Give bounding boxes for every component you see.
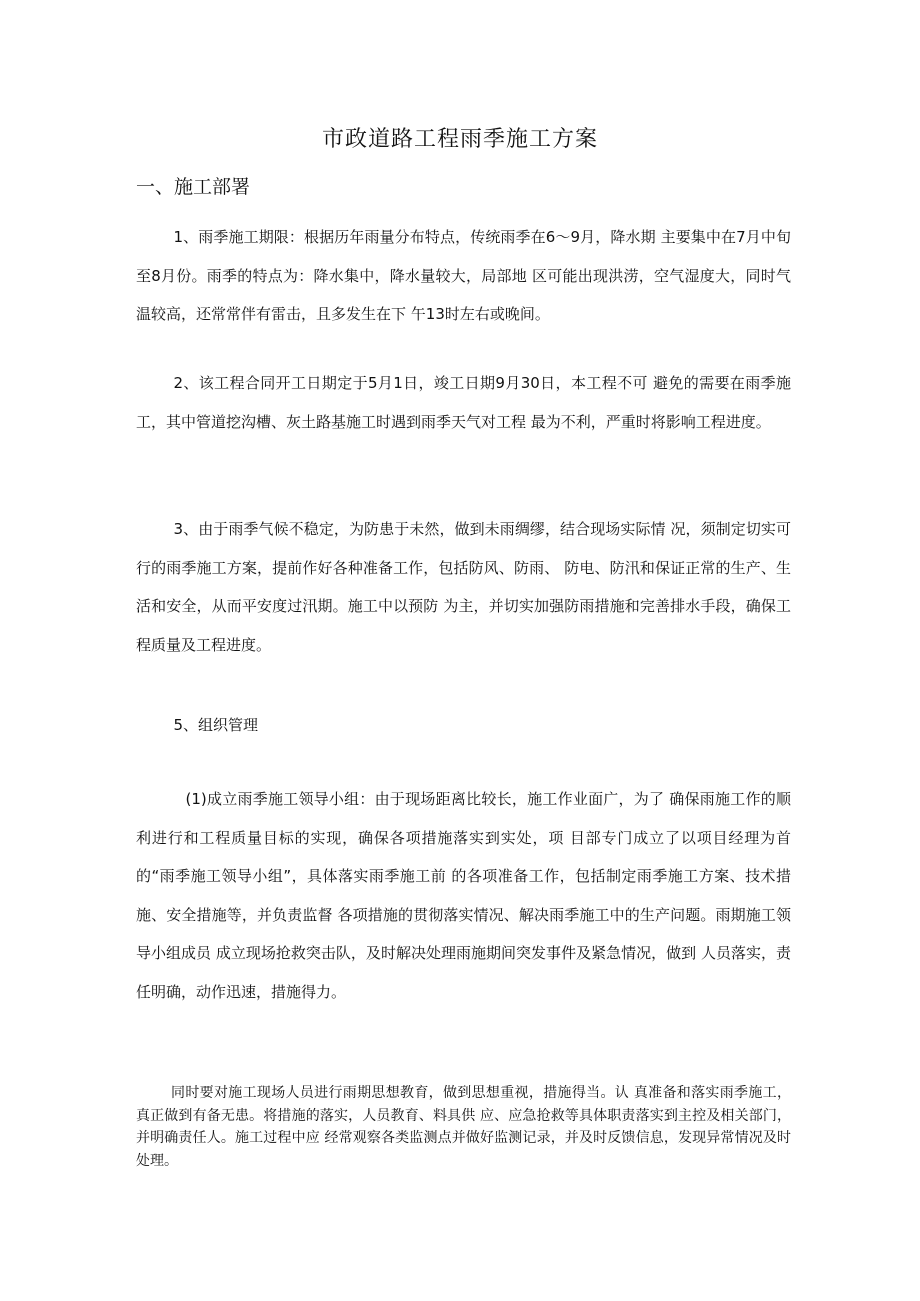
paragraph-leadership-group: (1)成立雨季施工领导小组：由于现场距离比较长，施工作业面广，为了 确保雨施工作的顺利进行和工程质量目标的实现，确保各项措施落实到实处，项 目部专门成立了以项目经理为首的“雨季施工领导小组”，具体落实雨季施工前 的各项准备工作，包括制定雨季施工方案、技术措施、安全措施等，并负责监督 各项措施的贯彻落实情况、解决雨季施工中的生产问题。雨期施工领导小组成员 成立现场抢救突击队，及时解决处理雨施期间突发事件及紧急情况，做到 人员落实，责任明确，动作迅速，措施得力。 [136,790,791,1001]
paragraph-education: 同时要对施工现场人员进行雨期思想教育，做到思想重视，措施得当。认 真准备和落实雨季施工，真正做到有备无患。将措施的落实，人员教育、料具供 应、应急抢救等具体职责落实到主控及相关部门，并明确责任人。施工过程中应 经常观察各类监测点并做好监测记录，并及时反馈信息，发现异常情况及时处理。 [136,1085,791,1169]
section-heading: 一、施工部署 [136,176,251,198]
paragraph-contract-dates: 2、该工程合同开工日期定于5月1日，竣工日期9月30日，本工程不可 避免的需要在雨季施工，其中管道挖沟槽、灰土路基施工时遇到雨季天气对工程 最为不利，严重时将影响工程进度。 [136,374,791,431]
paragraph-preparation: 3、由于雨季气候不稳定，为防患于未然，做到未雨绸缪，结合现场实际情 况，须制定切实可行的雨季施工方案，提前作好各种准备工作，包括防风、防雨、 防电、防汛和保证正常的生产、生活和安全，从而平安度过汛期。施工中以预防 为主，并切实加强防雨措施和完善排水手段，确保工程质量及工程进度。 [136,520,791,654]
paragraph-rainy-season-period: 1、雨季施工期限：根据历年雨量分布特点，传统雨季在6～9月，降水期 主要集中在7月中旬至8月份。雨季的特点为：降水集中，降水量较大，局部地 区可能出现洪涝，空气湿度大，同时气温较高，还常常伴有雷击，且多发生在下 午13时左右或晚间。 [136,228,791,323]
page-title: 市政道路工程雨季施工方案 [321,127,598,152]
paragraph-organization-heading: 5、组织管理 [173,716,259,734]
